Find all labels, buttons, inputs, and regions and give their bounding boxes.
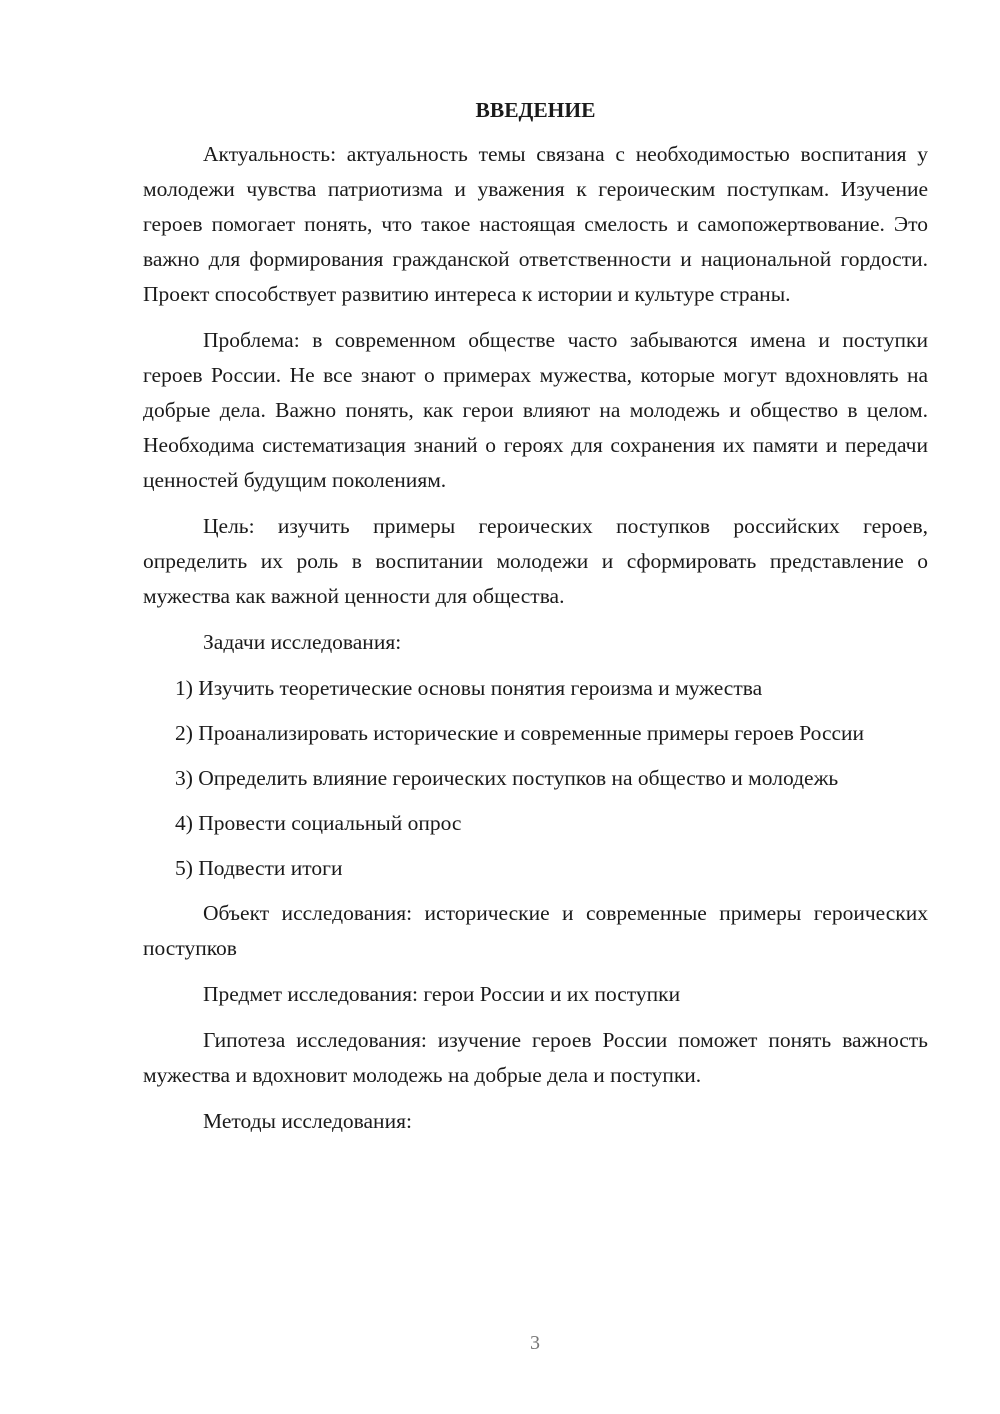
relevance-paragraph: Актуальность: актуальность темы связана с необходимостью воспитания у молодежи чувства патриотизма и уважения к героическим поступкам. Изучение героев помогает понять, что такое настоящая смелость и самопожертвование. Это важно для формирования гражданской ответственности и национальной гордости. Проект способствует развитию интереса к истории и культуре страны. <box>143 142 928 306</box>
goal-paragraph: Цель: изучить примеры героических поступков российских героев, определить их роль в воспитании молодежи и сформировать представление о мужества как важной ценности для общества. <box>143 514 928 608</box>
tasks-heading: Задачи исследования: <box>203 630 402 654</box>
problem-paragraph: Проблема: в современном обществе часто забываются имена и поступки героев России. Не все знают о примерах мужества, которые могут вдохновлять на добрые дела. Важно понять, как герои влияют на молодежь и общество в целом. Необходима систематизация знаний о героях для сохранения их памяти и передачи ценностей будущим поколениям. <box>143 328 928 492</box>
document-page <box>143 90 928 1150</box>
task-item-1: 1) Изучить теоретические основы понятия героизма и мужества <box>175 676 763 700</box>
page-number: 3 <box>530 1332 540 1354</box>
object-paragraph: Объект исследования: исторические и современные примеры героических поступков <box>143 901 928 960</box>
methods-heading: Методы исследования: <box>203 1109 412 1133</box>
hypothesis-paragraph: Гипотеза исследования: изучение героев России поможет понять важность мужества и вдохновит молодежь на добрые дела и поступки. <box>143 1028 928 1087</box>
section-title: ВВЕДЕНИЕ <box>475 98 596 122</box>
subject-paragraph: Предмет исследования: герои России и их поступки <box>203 982 681 1006</box>
task-item-2: 2) Проанализировать исторические и современные примеры героев России <box>175 721 865 745</box>
task-item-3: 3) Определить влияние героических поступков на общество и молодежь <box>175 766 839 790</box>
task-item-5: 5) Подвести итоги <box>175 856 343 880</box>
task-item-4: 4) Провести социальный опрос <box>175 811 462 835</box>
